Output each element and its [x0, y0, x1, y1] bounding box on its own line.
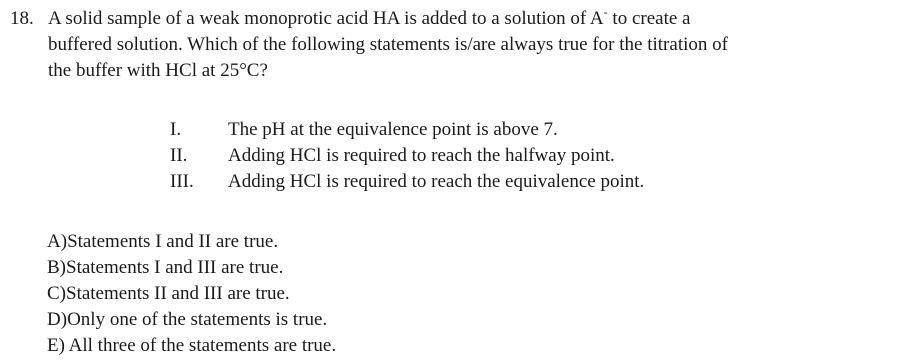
statement-text: Adding HCl is required to reach the halfway point.	[228, 145, 615, 166]
statement-item	[170, 169, 644, 195]
statement-item	[170, 143, 644, 169]
choice-letter: D)	[47, 309, 68, 330]
choice-text: Statements II and III are true.	[66, 283, 290, 304]
choice-text: Only one of the statements is true.	[67, 309, 328, 330]
choice-letter: B)	[47, 257, 66, 278]
statement-numeral: II.	[170, 145, 188, 166]
choice-letter: E)	[47, 335, 65, 356]
choice-letter: A)	[47, 231, 68, 252]
question-text-part-2: to create a	[607, 8, 691, 29]
answer-choice-a[interactable]	[47, 229, 336, 255]
answer-choice-list	[47, 229, 336, 359]
question-stem	[10, 6, 905, 84]
choice-text: All three of the statements are true.	[64, 335, 337, 356]
answer-choice-e[interactable]	[47, 333, 336, 359]
answer-choice-b[interactable]	[47, 255, 336, 281]
question-number: 18.	[10, 8, 34, 29]
choice-text: Statements I and III are true.	[66, 257, 284, 278]
question-text-part-1: A solid sample of a weak monoprotic acid HA is added to a solution of A	[48, 8, 604, 29]
question-line-1	[10, 6, 905, 32]
statement-item	[170, 117, 644, 143]
statement-numeral: III.	[170, 171, 194, 192]
statement-text: Adding HCl is required to reach the equivalence point.	[228, 171, 645, 192]
answer-choice-c[interactable]	[47, 281, 336, 307]
choice-letter: C)	[47, 283, 66, 304]
choice-text: Statements I and II are true.	[67, 231, 279, 252]
question-line-3: the buffer with HCl at 25°C?	[48, 60, 268, 81]
answer-choice-d[interactable]	[47, 307, 336, 333]
statement-list	[170, 117, 644, 195]
anion-charge-superscript: -	[603, 5, 608, 19]
statement-numeral: I.	[170, 119, 182, 140]
question-line-2: buffered solution. Which of the following statements is/are always true for the titration of	[48, 34, 728, 55]
statement-text: The pH at the equivalence point is above 7.	[228, 119, 558, 140]
